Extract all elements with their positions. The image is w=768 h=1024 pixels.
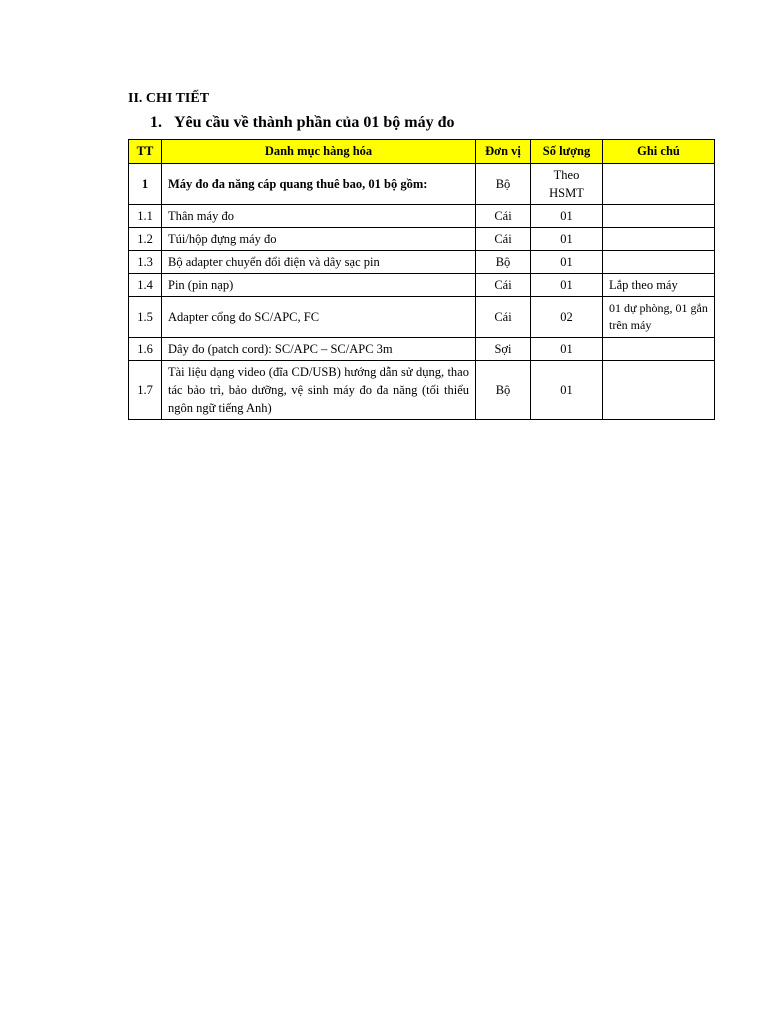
- cell-item: Túi/hộp đựng máy đo: [162, 228, 476, 251]
- header-note: Ghi chú: [603, 140, 715, 164]
- table-row: [129, 228, 715, 251]
- cell-note: [603, 164, 715, 205]
- cell-unit: Sợi: [476, 338, 531, 361]
- table-row: [129, 297, 715, 338]
- cell-item: Adapter cổng đo SC/APC, FC: [162, 297, 476, 338]
- cell-tt: 1: [129, 164, 162, 205]
- cell-qty: 01: [531, 338, 603, 361]
- cell-unit: Cái: [476, 297, 531, 338]
- components-table: [128, 139, 715, 420]
- cell-unit: Cái: [476, 274, 531, 297]
- table-row: [129, 164, 715, 205]
- subheading: [150, 114, 455, 132]
- header-qty: Số lượng: [531, 140, 603, 164]
- cell-qty: 01: [531, 228, 603, 251]
- cell-unit: Bộ: [476, 164, 531, 205]
- cell-unit: Bộ: [476, 251, 531, 274]
- cell-tt: 1.4: [129, 274, 162, 297]
- cell-item: Máy đo đa năng cáp quang thuê bao, 01 bộ gồm:: [162, 164, 476, 205]
- cell-tt: 1.1: [129, 205, 162, 228]
- cell-qty: 02: [531, 297, 603, 338]
- cell-note: [603, 251, 715, 274]
- cell-note: [603, 338, 715, 361]
- cell-note: Lắp theo máy: [603, 274, 715, 297]
- cell-tt: 1.2: [129, 228, 162, 251]
- cell-note: [603, 361, 715, 420]
- cell-qty: 01: [531, 361, 603, 420]
- cell-item: Pin (pin nạp): [162, 274, 476, 297]
- table-row: [129, 338, 715, 361]
- cell-item: Dây đo (patch cord): SC/APC – SC/APC 3m: [162, 338, 476, 361]
- cell-unit: Cái: [476, 228, 531, 251]
- subheading-text: Yêu cầu về thành phần của 01 bộ máy đo: [174, 114, 455, 131]
- cell-tt: 1.7: [129, 361, 162, 420]
- section-heading: II. CHI TIẾT: [128, 91, 210, 106]
- cell-qty: 01: [531, 205, 603, 228]
- table-row: [129, 205, 715, 228]
- subheading-number: 1.: [150, 114, 162, 131]
- cell-qty: 01: [531, 274, 603, 297]
- cell-note: 01 dự phòng, 01 gắn trên máy: [603, 297, 715, 338]
- cell-qty: 01: [531, 251, 603, 274]
- cell-unit: Bộ: [476, 361, 531, 420]
- table-header-row: [129, 140, 715, 164]
- cell-tt: 1.3: [129, 251, 162, 274]
- cell-item: Tài liệu dạng video (đĩa CD/USB) hướng dẫn sử dụng, thao tác bảo trì, bảo dưỡng, vệ sinh máy đo đa năng (tối thiểu ngôn ngữ tiếng Anh): [162, 361, 476, 420]
- table-row: [129, 251, 715, 274]
- cell-tt: 1.5: [129, 297, 162, 338]
- cell-note: [603, 205, 715, 228]
- header-tt: TT: [129, 140, 162, 164]
- cell-item: Thân máy đo: [162, 205, 476, 228]
- header-unit: Đơn vị: [476, 140, 531, 164]
- table-row: [129, 274, 715, 297]
- cell-item: Bộ adapter chuyển đổi điện và dây sạc pin: [162, 251, 476, 274]
- cell-unit: Cái: [476, 205, 531, 228]
- table-row: [129, 361, 715, 420]
- cell-note: [603, 228, 715, 251]
- header-item: Danh mục hàng hóa: [162, 140, 476, 164]
- cell-tt: 1.6: [129, 338, 162, 361]
- cell-qty: Theo HSMT: [531, 164, 603, 205]
